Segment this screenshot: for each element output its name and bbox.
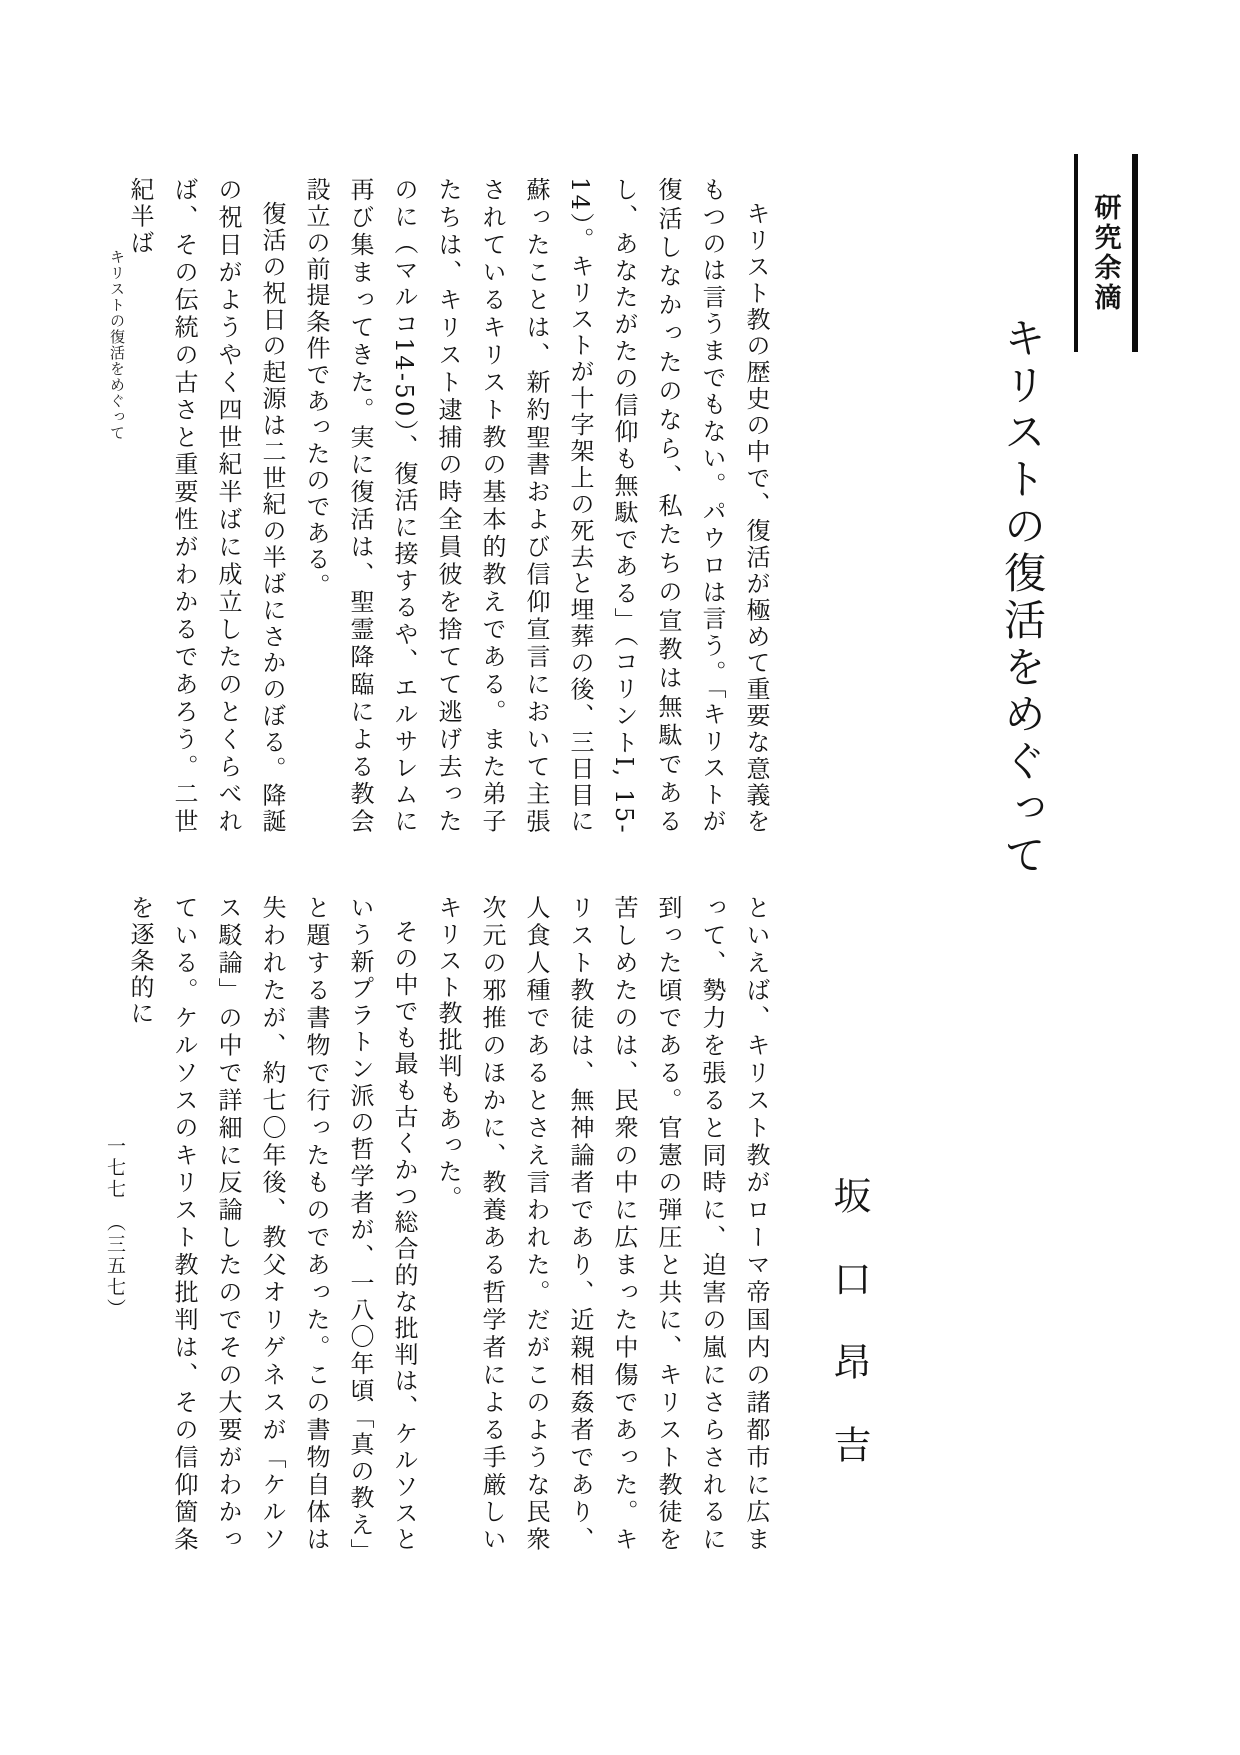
running-title: キリストの復活をめぐって: [108, 249, 126, 441]
paragraph-1: キリスト教の歴史の中で、復活が極めて重要な意義をもつのは言うまでもない。パウロは言う。「キリストが復活しなかったのなら、私たちの宣教は無駄であるし、あなたがたの信仰も無駄である」（コリントI, 15-14）。キリストが十字架上の死去と埋葬の後、三日目に蘇ったことは、新約聖書および信仰宣言において主張されているキリスト教の基本的教えである。また弟子たちは、キリスト逮捕の時全員彼を捨てて逃げ去ったのに（マルコ14-50）、復活に接するや、エルサレムに再び集まってきた。実に復活は、聖霊降臨による教会設立の前提条件であったのである。: [302, 177, 770, 835]
paragraph-2-continued: といえば、キリスト教がローマ帝国内の諸都市に広まって、勢力を張ると同時に、迫害の嵐にさらされるに到った頃である。官憲の弾圧と共に、キリスト教徒を苦しめたのは、民衆の中に広まった中傷であった。キリスト教徒は、無神論者であり、近親相姦者であり、人食人種であるとさえ言われた。だがこのような民衆次元の邪推のほかに、教養ある哲学者による手厳しいキリスト教批判もあった。: [434, 895, 770, 1553]
column-header-label: 研究余滴: [1089, 193, 1121, 313]
paragraph-3: その中でも最も古くかつ総合的な批判は、ケルソスという新プラトン派の哲学者が、一八〇年頃「真の教え」と題する書物で行ったものであった。この書物自体は失われたが、約七〇年後、教父オリゲネスが「ケルソス駁論」の中で詳細に反論したのでその大要がわかっている。ケルソスのキリスト教批判は、その信仰箇条を逐条的に: [126, 895, 418, 1553]
body-text-upper-band: [118, 177, 778, 835]
body-text-lower-band: [118, 895, 778, 1553]
paragraph-2-start: 復活の祝日の起源は二世紀の半ばにさかのぼる。降誕の祝日がようやく四世紀半ばに成立したのとくらべれば、その伝統の古さと重要性がわかるであろう。二世紀半ば: [126, 177, 286, 835]
page-number: 一七七 （三五七）: [104, 1136, 126, 1320]
article-title: キリストの復活をめぐって: [998, 316, 1047, 880]
column-header-box: [1074, 154, 1138, 352]
author-name: 坂口昂吉: [827, 1176, 871, 1508]
